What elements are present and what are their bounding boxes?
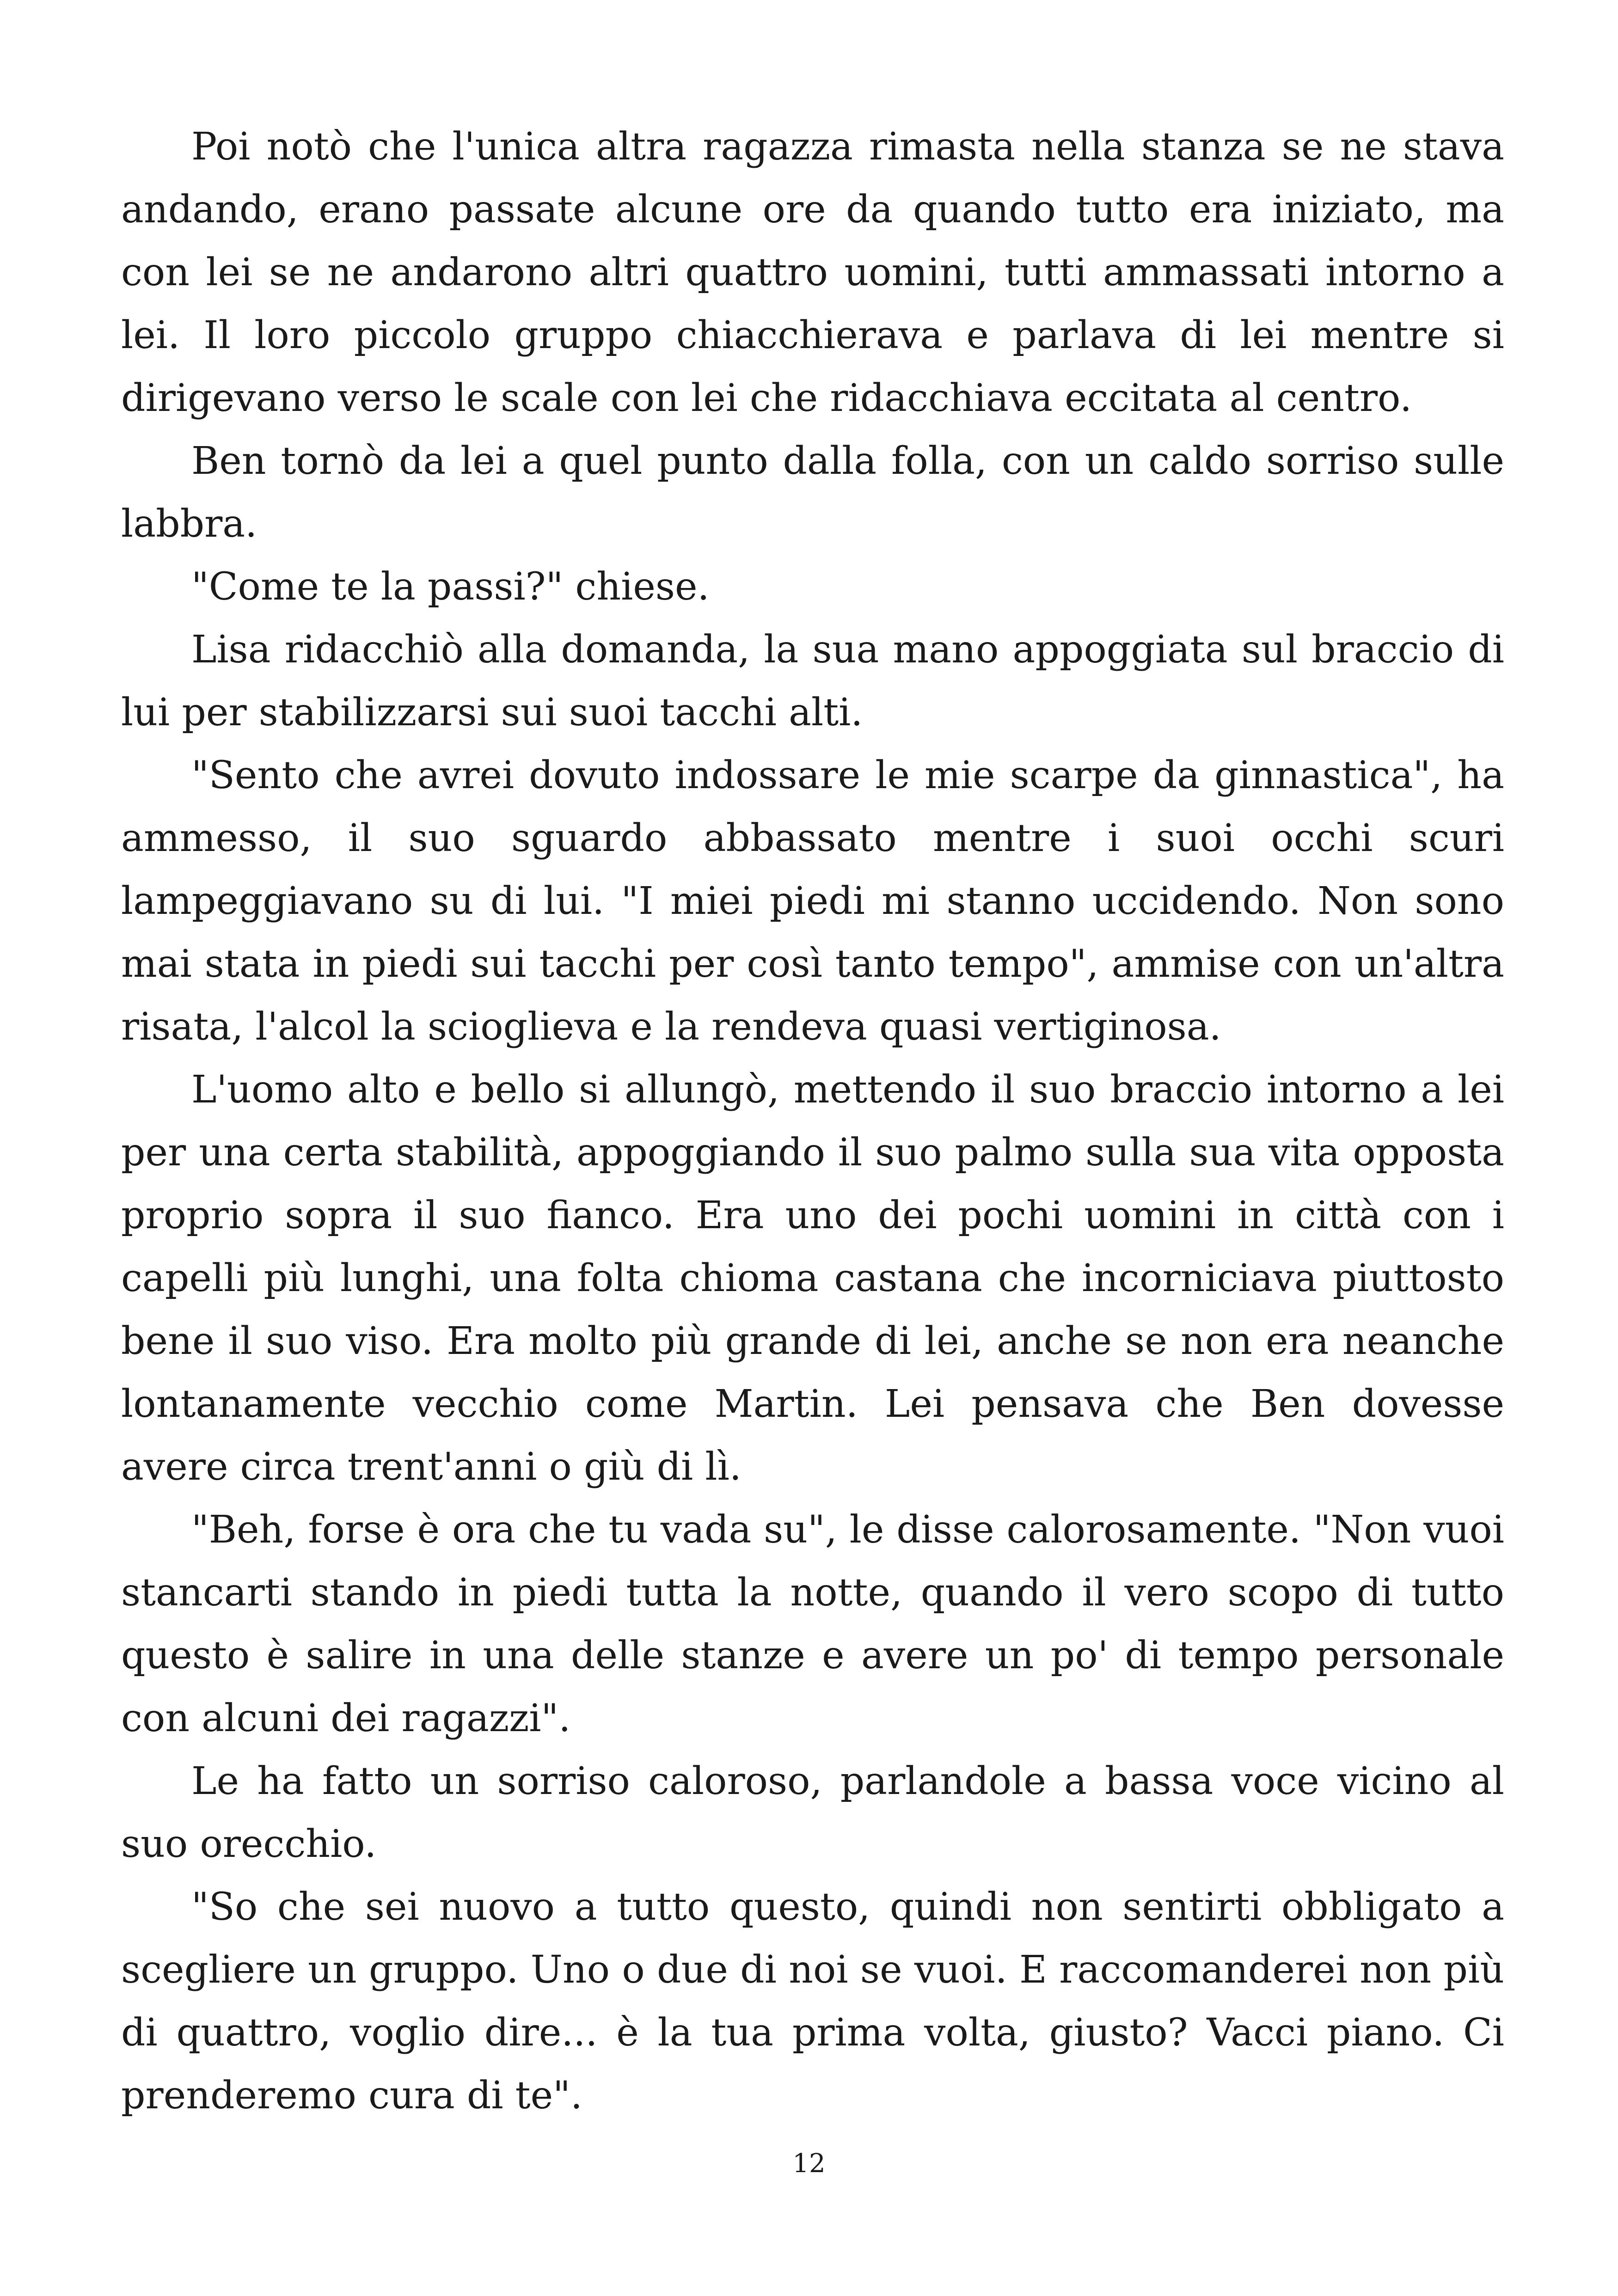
paragraph: Lisa ridacchiò alla domanda, la sua mano appoggiata sul braccio di lui per stabilizzarsi sui suoi tacchi alti. — [121, 628, 1504, 735]
page-number: 12 — [792, 2149, 826, 2179]
paragraph: "Come te la passi?" chiese. — [191, 565, 710, 609]
paragraph: Poi notò che l'unica altra ragazza rimasta nella stanza se ne stava andando, erano passate alcune ore da quando tutto era iniziato, ma con lei se ne andarono altri quattro uomini, tutti ammassati intorno a lei. Il loro piccolo gruppo chiacchierava e parlava di lei mentre si dirigevano verso le scale con lei che ridacchiava eccitata al centro. — [121, 125, 1504, 420]
paragraph: "Beh, forse è ora che tu vada su", le disse calorosamente. "Non vuoi stancarti stando in piedi tutta la notte, quando il vero scopo di tutto questo è salire in una delle stanze e avere un po' di tempo personale con alcuni dei ragazzi". — [121, 1508, 1504, 1740]
paragraph: "Sento che avrei dovuto indossare le mie scarpe da ginnastica", ha ammesso, il suo sguardo abbassato mentre i suoi occhi scuri lampeggiavano su di lui. "I miei piedi mi stanno uccidendo. Non sono mai stata in piedi sui tacchi per così tanto tempo", ammise con un'altra risata, l'alcol la scioglieva e la rendeva quasi vertiginosa. — [121, 753, 1504, 1049]
paragraph: Le ha fatto un sorriso caloroso, parlandole a bassa voce vicino al suo orecchio. — [121, 1759, 1504, 1866]
paragraph: L'uomo alto e bello si allungò, mettendo il suo braccio intorno a lei per una certa stabilità, appoggiando il suo palmo sulla sua vita opposta proprio sopra il suo fianco. Era uno dei pochi uomini in città con i capelli più lunghi, una folta chioma castana che incorniciava piuttosto bene il suo viso. Era molto più grande di lei, anche se non era neanche lontanamente vecchio come Martin. Lei pensava che Ben dovesse avere circa trent'anni o giù di lì. — [121, 1068, 1504, 1489]
paragraph: "So che sei nuovo a tutto questo, quindi non sentirti obbligato a scegliere un gruppo. Uno o due di noi se vuoi. E raccomanderei non più di quattro, voglio dire... è la tua prima volta, giusto? Vacci piano. Ci prenderemo cura di te". — [121, 1885, 1504, 2118]
paragraph: Ben tornò da lei a quel punto dalla folla, con un caldo sorriso sulle labbra. — [121, 439, 1504, 546]
body-text — [121, 116, 1504, 2127]
